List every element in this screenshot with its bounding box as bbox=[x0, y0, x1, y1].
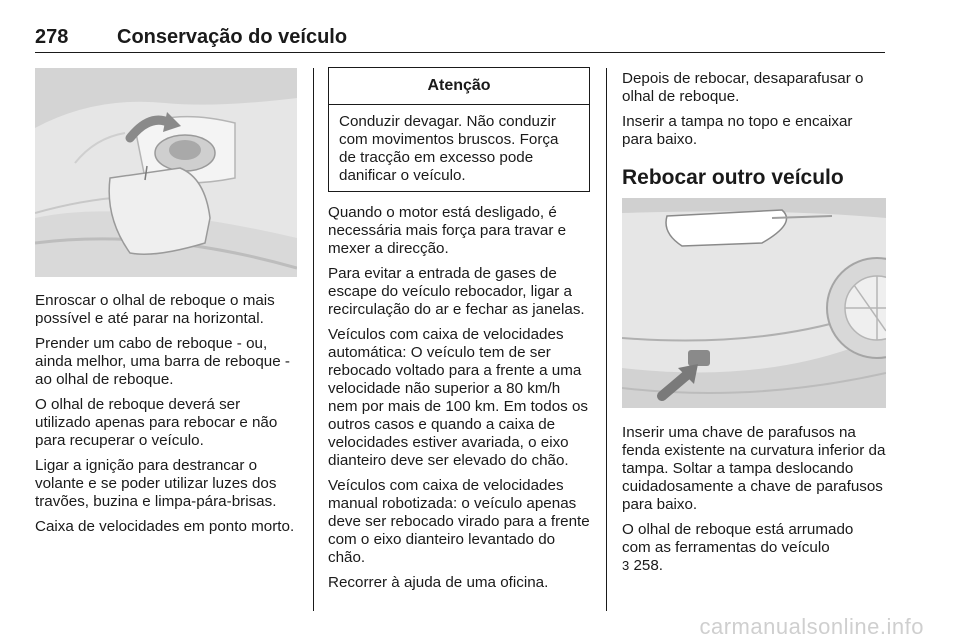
page-reference-link[interactable]: 258. bbox=[633, 557, 664, 574]
paragraph: Enroscar o olhal de reboque o mais possível e até parar na horizontal. bbox=[35, 292, 275, 327]
watermark: carmanualsonline.info bbox=[699, 614, 924, 639]
paragraph: Ligar a ignição para destrancar o volante e se poder utilizar luzes dos travões, buzina e limpa-pára-brisas. bbox=[35, 457, 277, 510]
paragraph: Recorrer à ajuda de uma oficina. bbox=[328, 574, 549, 591]
section-title: Conservação do veículo bbox=[117, 26, 348, 48]
callout-body: Conduzir devagar. Não conduzir com movimentos bruscos. Força de tracção em excesso pode danificar o veículo. bbox=[339, 113, 559, 184]
page-number: 278 bbox=[35, 26, 69, 48]
paragraph: Para evitar a entrada de gases de escape do veículo rebocador, ligar a recirculação do ar e fechar as janelas. bbox=[328, 265, 585, 318]
column-1-text bbox=[35, 292, 297, 543]
page-header bbox=[35, 26, 885, 54]
paragraph bbox=[622, 521, 886, 575]
paragraph: Veículos com caixa de velocidades automática: O veículo tem de ser rebocado voltado para a frente a uma velocidade não superior a 80 km/h nem por mais de 100 km. Em todos os outros casos e quando a caixa de velocidades estiver avariada, o eixo dianteiro deve ser elevado do chão. bbox=[328, 326, 588, 469]
column-divider-2 bbox=[606, 68, 607, 611]
subheading: Rebocar outro veículo bbox=[622, 166, 844, 189]
paragraph: Prender um cabo de reboque - ou, ainda melhor, uma barra de reboque - ao olhal de reboque. bbox=[35, 335, 290, 388]
page-reference-arrow: 3 bbox=[622, 558, 630, 573]
header-rule bbox=[35, 52, 885, 53]
paragraph: Veículos com caixa de velocidades manual robotizada: o veículo apenas deve ser rebocado virado para a frente com o eixo dianteiro levantado do chão. bbox=[328, 477, 590, 566]
column-divider-1 bbox=[313, 68, 314, 611]
paragraph: O olhal de reboque deverá ser utilizado apenas para rebocar e não para recuperar o veículo. bbox=[35, 396, 278, 449]
paragraph: Caixa de velocidades em ponto morto. bbox=[35, 518, 295, 535]
paragraph: Quando o motor está desligado, é necessária mais força para travar e mexer a direcção. bbox=[328, 204, 567, 257]
paragraph-text: O olhal de reboque está arrumado com as ferramentas do veículo bbox=[622, 521, 854, 556]
column-3-text-top bbox=[622, 70, 886, 156]
paragraph: Inserir uma chave de parafusos na fenda existente na curvatura inferior da tampa. Soltar a tampa deslocando cuidadosamente a chave de parafusos para baixo. bbox=[622, 424, 886, 513]
rear-bumper-illustration bbox=[622, 198, 886, 408]
warning-callout bbox=[328, 67, 590, 192]
column-2-text bbox=[328, 204, 590, 599]
callout-title: Atenção bbox=[329, 68, 589, 105]
column-3-text-bottom bbox=[622, 424, 886, 582]
tow-eye-cover-illustration bbox=[35, 68, 297, 277]
paragraph: Inserir a tampa no topo e encaixar para baixo. bbox=[622, 113, 853, 148]
paragraph: Depois de rebocar, desaparafusar o olhal de reboque. bbox=[622, 70, 864, 105]
